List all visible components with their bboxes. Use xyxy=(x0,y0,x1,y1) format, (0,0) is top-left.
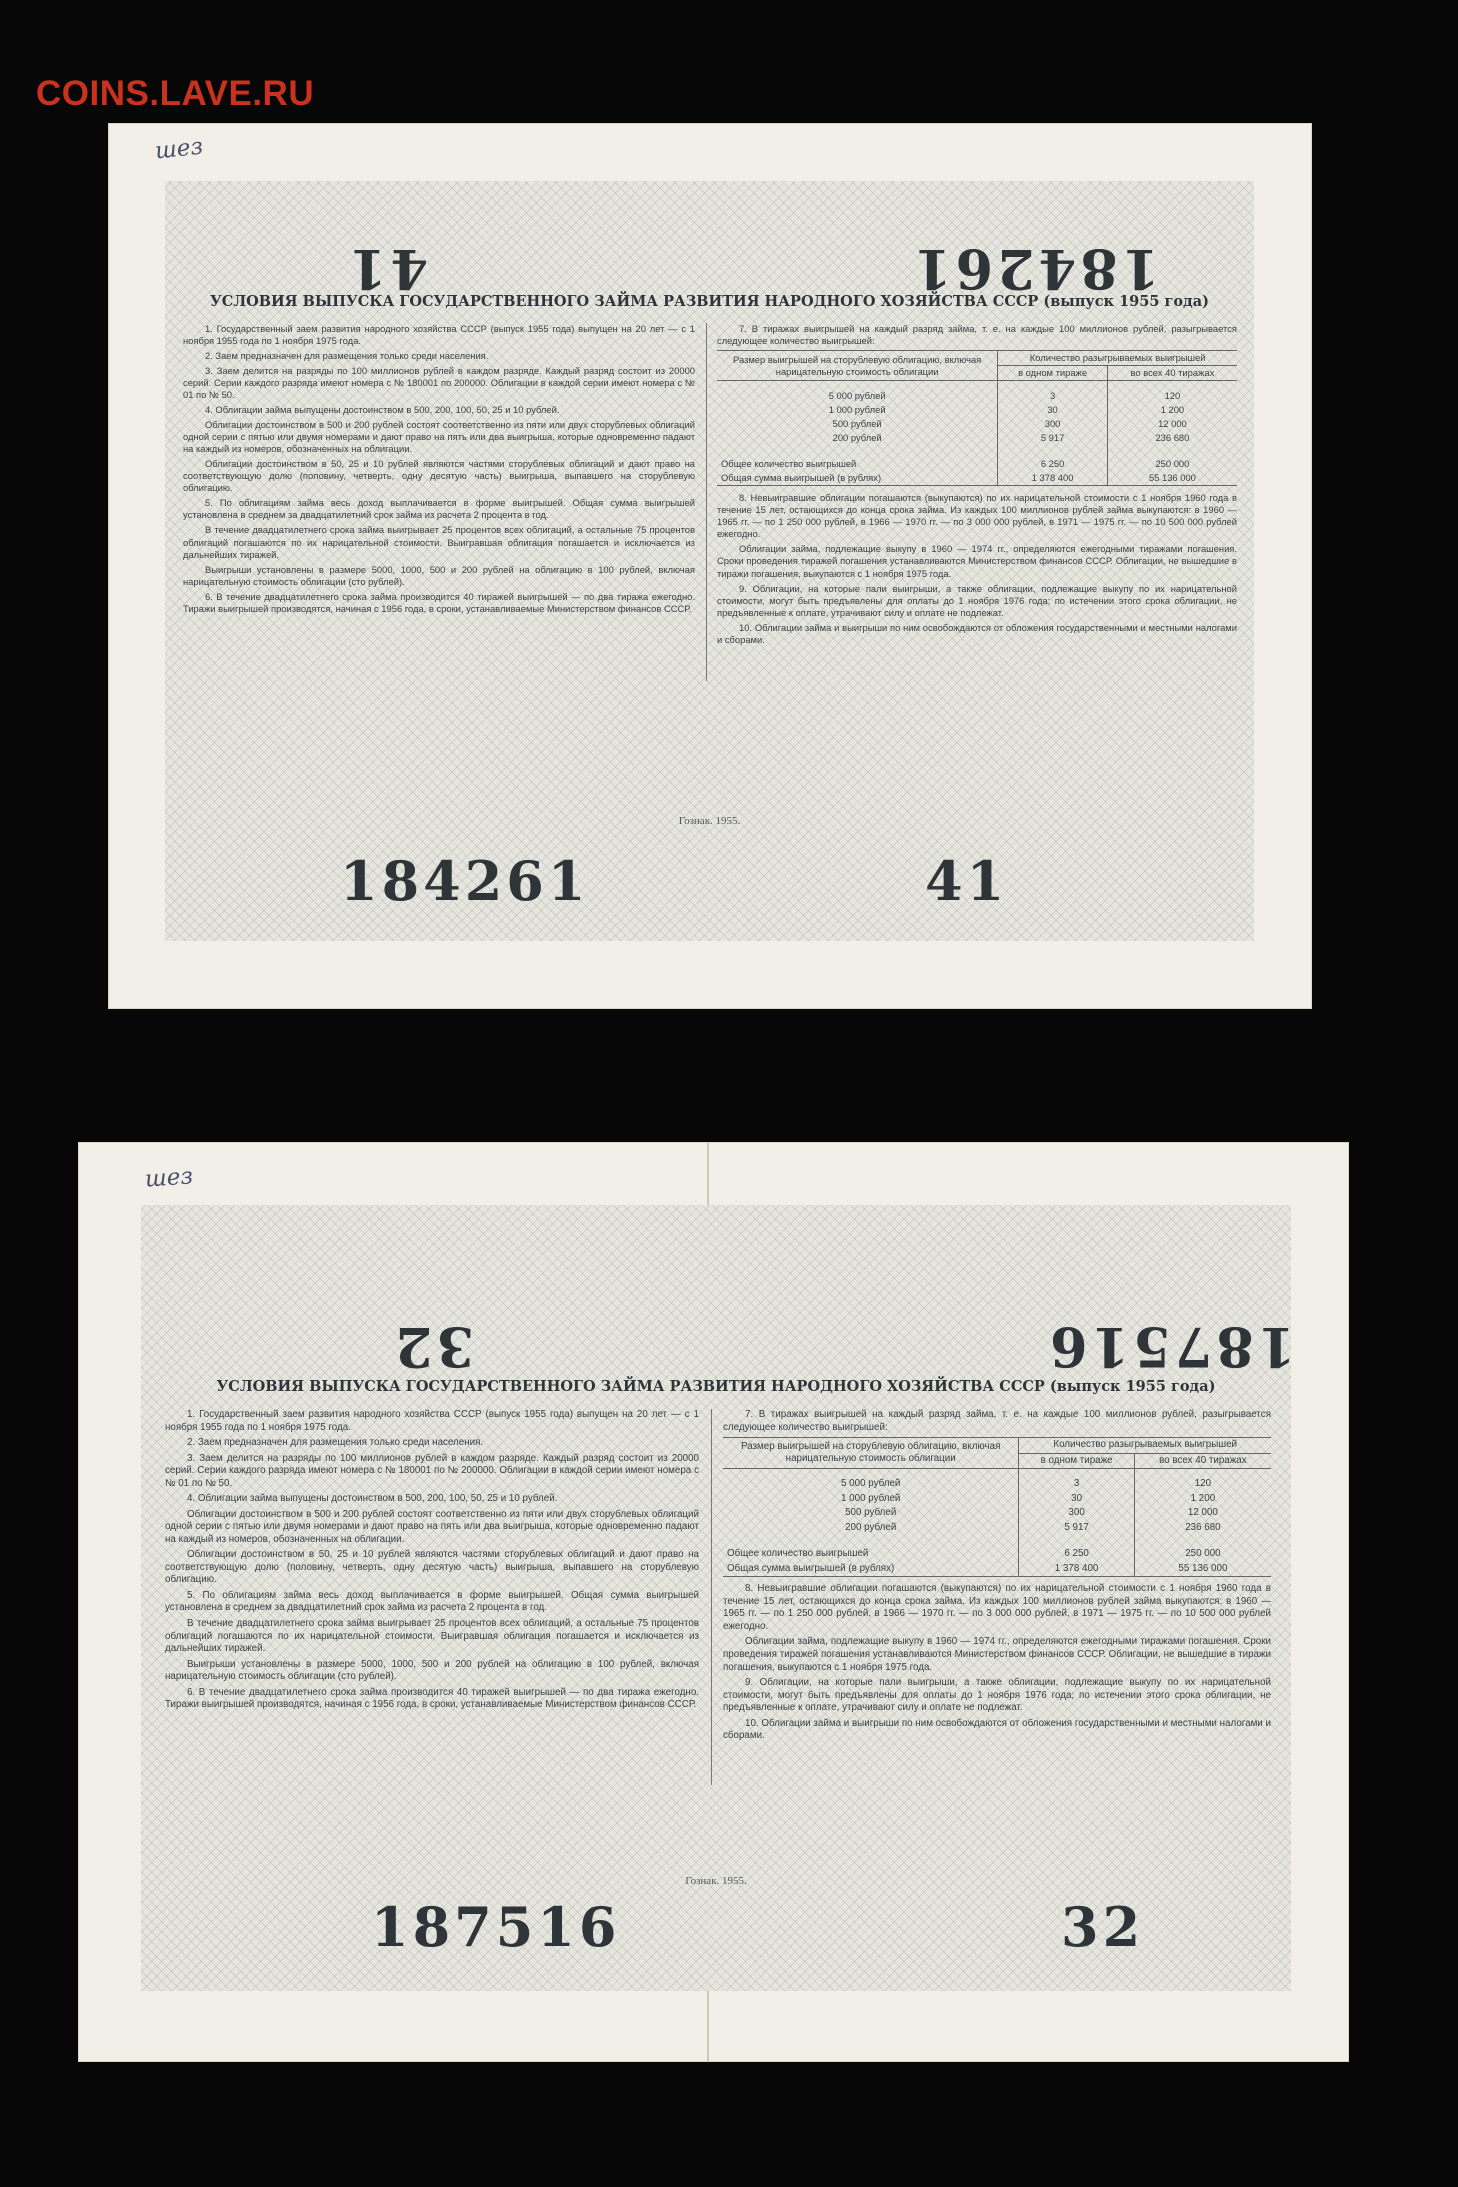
condition-paragraph: 2. Заем предназначен для размещения только среди населения. xyxy=(187,1437,484,1449)
total-count-one: 6 250 xyxy=(1019,1547,1134,1562)
conditions-title: УСЛОВИЯ ВЫПУСКА ГОСУДАРСТВЕННОГО ЗАЙМА РАЗВИТИЯ НАРОДНОГО ХОЗЯЙСТВА СССР (выпуск 1955 года) xyxy=(216,1378,1216,1395)
condition-paragraph: Облигации достоинством в 50, 25 и 10 рублей являются частями сторублевых облигаций и дают право на соответствующую долю (половину, четверть, одну десятую часть) выигрыша, выпавшего на сторублевую облигацию. xyxy=(183,458,695,494)
prize-label: 200 рублей xyxy=(832,432,882,444)
guilloche-panel xyxy=(165,181,1254,941)
condition-paragraph: Облигации займа, подлежащие выкупу в 1960 — 1974 гг., определяются ежегодными тиражами погашения. Сроки проведения тиражей погашения устанавливаются Министерством финансов СССР. Облигации, не вышедшие в тиражи погашения, выкупаются с 1 ноября 1975 года. xyxy=(723,1636,1271,1673)
pencil-note: шез xyxy=(144,1163,194,1193)
conditions-title: УСЛОВИЯ ВЫПУСКА ГОСУДАРСТВЕННОГО ЗАЙМА РАЗВИТИЯ НАРОДНОГО ХОЗЯЙСТВА СССР (выпуск 1955 года) xyxy=(210,293,1209,310)
total-sum-label: Общая сумма выигрышей (в рублях) xyxy=(717,471,998,486)
condition-paragraph: 8. Невыигравшие облигации погашаются (выкупаются) по их нарицательной стоимости с 1 ноября 1960 года в течение 15 лет, остающихся до конца срока займа. Из каждых 100 миллионов рублей займа выкупаются: в 1960 — 1965 гг. — по 1 250 000 рублей, в 1966 — 1970 гг. — по 3 000 000 рублей, в 1971 — 1975 гг. — по 10 500 000 рублей ежегодно. xyxy=(717,492,1237,540)
prize-label: 1 000 рублей xyxy=(841,1492,901,1504)
prize-row xyxy=(717,403,1237,417)
prize-table-head-count: Количество разыгрываемых выигрышей xyxy=(998,351,1237,366)
total-sum-one: 1 378 400 xyxy=(998,471,1108,486)
prize-one: 5 917 xyxy=(1019,1521,1134,1536)
condition-paragraph: Выигрыши установлены в размере 5000, 1000, 500 и 200 рублей на облигацию в 100 рублей, включая нарицательную стоимость облигации (сто рублей). xyxy=(183,563,695,587)
column-divider xyxy=(711,1409,712,1785)
prize-total-sum-row xyxy=(723,1562,1271,1577)
condition-paragraph: 6. В течение двадцатилетнего срока займа производится 40 тиражей выигрышей — по два тиража ежегодно. Тиражи выигрышей производятся, начиная с 1956 года, в сроки, устанавливаемые Министерством финансов СССР. xyxy=(183,590,695,614)
serial-number-top: 184261 xyxy=(910,237,1160,301)
total-count-label: Общее количество выигрышей xyxy=(721,458,857,470)
prize-one: 3 xyxy=(998,389,1108,403)
prize-label: 500 рублей xyxy=(832,418,882,430)
series-number-bottom: 32 xyxy=(1061,1895,1145,1959)
serial-number-top: 187516 xyxy=(1046,1315,1296,1379)
prize-label: 500 рублей xyxy=(845,1507,897,1519)
serial-number-bottom: 184261 xyxy=(340,849,590,913)
total-sum-all: 55 136 000 xyxy=(1107,471,1237,486)
column-divider xyxy=(706,323,707,681)
prize-row xyxy=(717,431,1237,445)
prize-all: 1 200 xyxy=(1107,403,1237,417)
total-sum-one: 1 378 400 xyxy=(1019,1562,1134,1577)
prize-one: 300 xyxy=(998,417,1108,431)
condition-paragraph: 9. Облигации, на которые пали выигрыши, а также облигации, подлежащие выкупу по их нарицательной стоимости, могут быть предъявлены для оплаты до 1 ноября 1976 года; по истечении этого срока облигации, не предъявленные к оплате, утрачивают силу и оплате не подлежат. xyxy=(723,1677,1271,1714)
site-watermark: COINS.LAVE.RU xyxy=(36,74,315,113)
prize-all: 120 xyxy=(1134,1477,1271,1492)
prize-label: 5 000 рублей xyxy=(841,1478,901,1490)
prize-one: 300 xyxy=(1019,1506,1134,1521)
guilloche-panel xyxy=(141,1205,1296,1991)
condition-paragraph: 10. Облигации займа и выигрыши по ним освобождаются от обложения государственными и местными налогами и сборами. xyxy=(717,621,1237,645)
goznak-imprint: Гознак. 1955. xyxy=(678,815,741,827)
prize-row xyxy=(717,417,1237,431)
prize-one: 30 xyxy=(998,403,1108,417)
condition-paragraph: Выигрыши установлены в размере 5000, 1000, 500 и 200 рублей на облигацию в 100 рублей, включая нарицательную стоимость облигации (сто рублей). xyxy=(165,1658,699,1683)
prize-all: 12 000 xyxy=(1107,417,1237,431)
prize-table xyxy=(723,1437,1271,1577)
conditions-right-column xyxy=(723,1409,1271,1746)
prize-all: 12 000 xyxy=(1134,1506,1271,1521)
condition-paragraph: 2. Заем предназначен для размещения только среди населения. xyxy=(205,350,489,362)
prize-label: 5 000 рублей xyxy=(828,390,886,402)
prize-table-head-size: Размер выигрышей на сторублевую облигацию, включая нарицательную стоимость облигации xyxy=(717,351,998,381)
condition-paragraph: 8. Невыигравшие облигации погашаются (выкупаются) по их нарицательной стоимости с 1 ноября 1960 года в течение 15 лет, остающихся до конца срока займа. Из каждых 100 миллионов рублей займа выкупаются: в 1960 — 1965 гг. — по 1 250 000 рублей, в 1966 — 1970 гг. — по 3 000 000 рублей, в 1971 — 1975 гг. — по 10 500 000 рублей ежегодно. xyxy=(723,1583,1271,1632)
goznak-imprint: Гознак. 1955. xyxy=(685,1875,747,1887)
prize-total-count-row xyxy=(723,1547,1271,1562)
prize-one: 30 xyxy=(1019,1492,1134,1507)
condition-paragraph: В течение двадцатилетнего срока займа выигрывает 25 процентов всех облигаций, а остальные 75 процентов облигаций погашаются по их нарицательной стоимости. Выигравшая облигация погашается и исключается из дальнейших тиражей. xyxy=(183,524,695,560)
condition-paragraph: 5. По облигациям займа весь доход выплачивается в форме выигрышей. Общая сумма выигрышей установлена в среднем за двадцатилетний срок займа из расчета 2 процента в год. xyxy=(165,1589,699,1614)
series-number-top: 41 xyxy=(345,237,429,301)
prize-table-sub-all: во всех 40 тиражах xyxy=(1134,1453,1271,1469)
condition-paragraph: 3. Заем делится на разряды по 100 миллионов рублей в каждом разряде. Каждый разряд состоит из 20000 серий. Серии каждого разряда имеют номера с № 180001 по № 200000. Облигации в каждой серии имеют номера с № 01 по № 50. xyxy=(165,1452,699,1489)
condition-paragraph: 3. Заем делится на разряды по 100 миллионов рублей в каждом разряде. Каждый разряд состоит из 20000 серий. Серии каждого разряда имеют номера с № 180001 по 200000. Облигации в каждой серии имеют номера с № 01 по № 50. xyxy=(183,365,695,401)
prize-table-head-count: Количество разыгрываемых выигрышей xyxy=(1019,1438,1271,1454)
total-count-label: Общее количество выигрышей xyxy=(727,1548,869,1560)
conditions-left-column xyxy=(183,323,695,618)
bond-back-1 xyxy=(109,124,1311,1008)
prize-row xyxy=(723,1477,1271,1492)
prize-table xyxy=(717,350,1237,486)
prize-table-sub-one: в одном тираже xyxy=(1019,1453,1134,1469)
condition-paragraph: 1. Государственный заем развития народного хозяйства СССР (выпуск 1955 года) выпущен на 20 лет — с 1 ноября 1955 года по 1 ноября 1975 года. xyxy=(165,1409,699,1433)
prize-label: 1 000 рублей xyxy=(828,404,886,416)
condition-paragraph: 6. В течение двадцатилетнего срока займа производится 40 тиражей выигрышей — по два тиража ежегодно. Тиражи выигрышей производятся, начиная с 1956 года, в сроки, устанавливаемые Министерством финансов СССР. xyxy=(165,1686,699,1711)
total-sum-label: Общая сумма выигрышей (в рублях) xyxy=(723,1562,1019,1577)
condition-paragraph: Облигации достоинством в 500 и 200 рублей состоят соответственно из пяти или двух сторублевых облигаций одной серии с пятью или двумя номерами и дают право на пять или два выигрыша, которые одновременно падают на каждый из номеров, обозначенных на облигации. xyxy=(183,419,695,455)
prize-table-head-size: Размер выигрышей на сторублевую облигацию, включая нарицательную стоимость облигации xyxy=(723,1438,1019,1469)
prize-row xyxy=(723,1506,1271,1521)
bond-back-2 xyxy=(79,1143,1348,2061)
total-count-all: 250 000 xyxy=(1134,1547,1271,1562)
serial-number-bottom: 187516 xyxy=(371,1895,621,1959)
prize-label: 200 рублей xyxy=(845,1521,897,1533)
prize-table-sub-all: во всех 40 тиражах xyxy=(1107,366,1237,381)
total-count-one: 6 250 xyxy=(998,457,1108,471)
condition-paragraph: Облигации займа, подлежащие выкупу в 1960 — 1974 гг., определяются ежегодными тиражами погашения. Сроки проведения тиражей погашения устанавливаются Министерством финансов СССР. Облигации, не вышедшие в тиражи погашения, выкупаются с 1 ноября 1975 года. xyxy=(717,543,1237,579)
condition-paragraph: Облигации достоинством в 500 и 200 рублей состоят соответственно из пяти или двух сторублевых облигаций одной серии с пятью или двумя номерами и дают право на пять или два выигрыша, которые одновременно падают на каждый из номеров, обозначенных на облигации. xyxy=(165,1508,699,1545)
prize-total-sum-row xyxy=(717,471,1237,486)
condition-paragraph: 4. Облигации займа выпущены достоинством в 500, 200, 100, 50, 25 и 10 рублей. xyxy=(205,404,560,416)
condition-paragraph: В течение двадцатилетнего срока займа выигрывает 25 процентов всех облигаций, а остальные 75 процентов облигаций погашаются по их нарицательной стоимости. Выигравшая облигация погашается и исключается из дальнейших тиражей. xyxy=(165,1617,699,1655)
total-count-all: 250 000 xyxy=(1107,457,1237,471)
condition-paragraph: 4. Облигации займа выпущены достоинством в 500, 200, 100, 50, 25 и 10 рублей. xyxy=(187,1493,558,1505)
prize-row xyxy=(717,389,1237,403)
condition-paragraph: 7. В тиражах выигрышей на каждый разряд займа, т. е. на каждые 100 миллионов рублей, разыгрывается следующее количество выигрышей: xyxy=(723,1409,1271,1433)
prize-all: 120 xyxy=(1107,389,1237,403)
condition-paragraph: 1. Государственный заем развития народного хозяйства СССР (выпуск 1955 года) выпущен на 20 лет — с 1 ноября 1955 года по 1 ноября 1975 года. xyxy=(183,323,695,347)
condition-paragraph: Облигации достоинством в 50, 25 и 10 рублей являются частями сторублевых облигаций и дают право на соответствующую долю (половину, четверть, одну десятую часть) выигрыша, выпавшего на сторублевую облигацию. xyxy=(165,1549,699,1586)
prize-all: 1 200 xyxy=(1134,1492,1271,1507)
condition-paragraph: 9. Облигации, на которые пали выигрыши, а также облигации, подлежащие выкупу по их нарицательной стоимости, могут быть предъявлены для оплаты до 1 ноября 1976 года; по истечении этого срока облигации, не предъявленные к оплате, утрачивают силу и оплате не подлежат. xyxy=(717,582,1237,618)
pencil-note: шез xyxy=(153,133,205,165)
prize-one: 3 xyxy=(1019,1477,1134,1492)
conditions-right-column xyxy=(717,323,1237,649)
prize-row xyxy=(723,1492,1271,1507)
prize-row xyxy=(723,1521,1271,1536)
total-sum-all: 55 136 000 xyxy=(1134,1562,1271,1577)
conditions-left-column xyxy=(165,1409,699,1715)
prize-all: 236 680 xyxy=(1107,431,1237,445)
series-number-top: 32 xyxy=(391,1315,475,1379)
prize-one: 5 917 xyxy=(998,431,1108,445)
prize-total-count-row xyxy=(717,457,1237,471)
prize-table-sub-one: в одном тираже xyxy=(998,366,1108,381)
condition-paragraph: 7. В тиражах выигрышей на каждый разряд займа, т. е. на каждые 100 миллионов рублей, разыгрывается следующее количество выигрышей: xyxy=(717,323,1237,347)
condition-paragraph: 5. По облигациям займа весь доход выплачивается в форме выигрышей. Общая сумма выигрышей установлена в среднем за двадцатилетний срок займа из расчета 2 процента в год. xyxy=(183,497,695,521)
series-number-bottom: 41 xyxy=(925,849,1009,913)
condition-paragraph: 10. Облигации займа и выигрыши по ним освобождаются от обложения государственными и местными налогами и сборами. xyxy=(723,1717,1271,1742)
prize-all: 236 680 xyxy=(1134,1521,1271,1536)
